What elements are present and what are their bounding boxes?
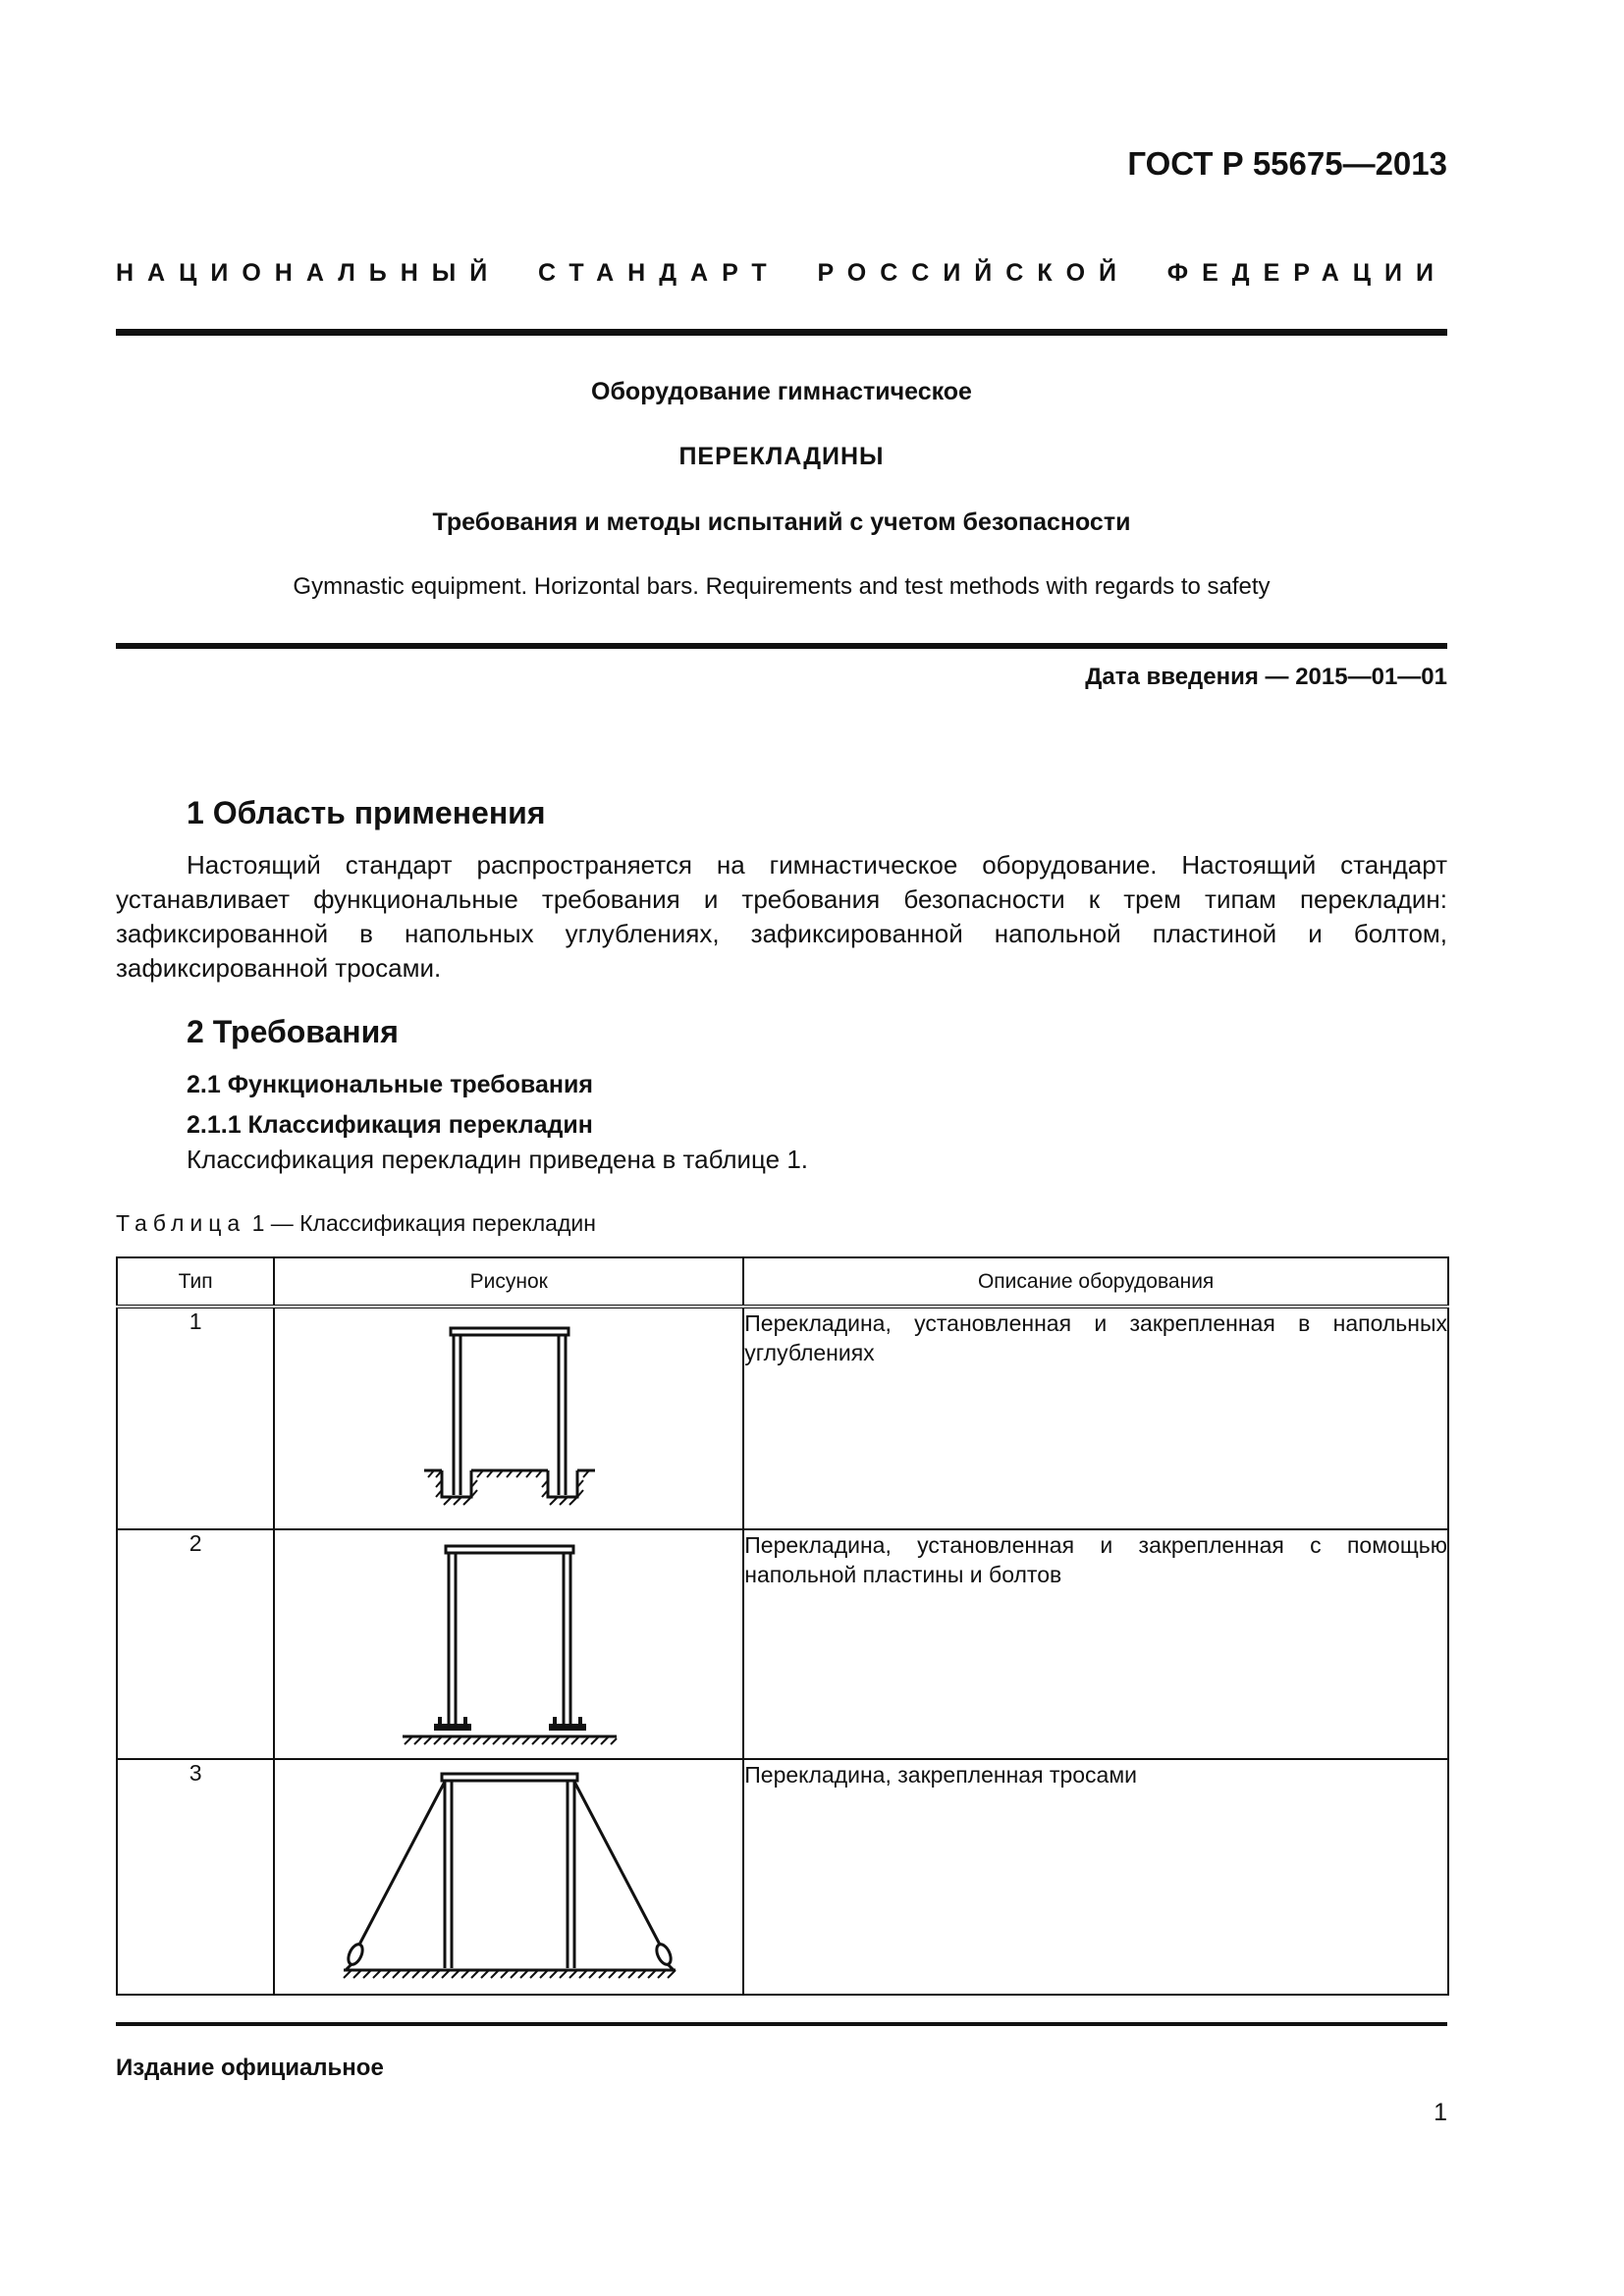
- title-line2: ПЕРЕКЛАДИНЫ: [678, 443, 885, 470]
- introduction-date: Дата введения — 2015—01—01: [1085, 664, 1447, 690]
- section2-text: Классификация перекладин приведена в таблице 1.: [187, 1145, 809, 1174]
- row-figure: [274, 1759, 743, 1995]
- row-type: 1: [117, 1307, 274, 1529]
- table-caption-word: Таблица: [116, 1210, 246, 1236]
- title-english: Gymnastic equipment. Horizontal bars. Requirements and test methods with regards to safety: [293, 573, 1271, 600]
- bar-in-floor-sockets-figure: [275, 1308, 742, 1528]
- table-row: [117, 1529, 1448, 1759]
- table-caption: [116, 1210, 596, 1237]
- page-number: 1: [1434, 2099, 1447, 2126]
- footer-rule: [116, 2022, 1447, 2026]
- table-caption-title: 1 — Классификация перекладин: [245, 1210, 596, 1236]
- banner-word: РОССИЙСКОЙ: [817, 259, 1131, 287]
- header-type: Тип: [117, 1257, 274, 1307]
- row-type: 2: [117, 1529, 274, 1759]
- title-line3: Требования и методы испытаний с учетом безопасности: [432, 508, 1131, 536]
- bar-on-floor-plates-figure: [275, 1530, 742, 1758]
- section1-text: Настоящий стандарт распространяется на гимнастическое оборудование. Настоящий стандарт устанавливает функциональные требования и требования безопасности к трем типам перекладин: зафиксированной в напольных углублениях, зафиксированной напольной пластиной и болтом, зафиксированной тросами.: [116, 850, 1447, 983]
- banner-word: СТАНДАРТ: [537, 259, 781, 287]
- banner-word: НАЦИОНАЛЬНЫЙ: [116, 259, 502, 287]
- document-code: ГОСТ Р 55675—2013: [1127, 145, 1447, 182]
- row-figure: [274, 1307, 743, 1529]
- section2-1-1-heading: 2.1.1 Классификация перекладин: [187, 1111, 593, 1139]
- table-row: [117, 1307, 1448, 1529]
- section2-1-heading: 2.1 Функциональные требования: [187, 1071, 593, 1098]
- banner-word: ФЕДЕРАЦИИ: [1166, 259, 1447, 287]
- row-description: Перекладина, установленная и закрепленная с помощью напольной пластины и болтов: [743, 1529, 1448, 1759]
- section1-heading: 1 Область применения: [187, 795, 546, 830]
- header-description: Описание оборудования: [743, 1257, 1448, 1307]
- row-description: Перекладина, установленная и закрепленная в напольных углублениях: [743, 1307, 1448, 1529]
- classification-table: [116, 1256, 1449, 1996]
- official-edition-label: Издание официальное: [116, 2055, 384, 2081]
- title-bottom-rule: [116, 643, 1447, 649]
- bar-with-cables-figure: [275, 1760, 742, 1994]
- section2-heading: 2 Требования: [187, 1014, 399, 1049]
- top-rule: [116, 329, 1447, 336]
- table-row: [117, 1759, 1448, 1995]
- row-description: Перекладина, закрепленная тросами: [743, 1759, 1448, 1995]
- header-figure: Рисунок: [274, 1257, 743, 1307]
- table-header-row: [117, 1257, 1448, 1307]
- national-standard-banner: [116, 259, 1447, 288]
- row-type: 3: [117, 1759, 274, 1995]
- title-line1: Оборудование гимнастическое: [591, 378, 972, 405]
- row-figure: [274, 1529, 743, 1759]
